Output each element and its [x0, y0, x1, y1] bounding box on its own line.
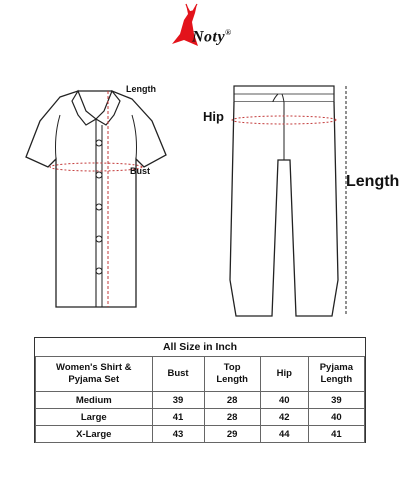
pyjama-diagram: [222, 80, 352, 330]
pyjama-length-value: 40: [308, 409, 364, 426]
brand-logo: [192, 28, 232, 46]
header-top-length: Top Length: [204, 357, 260, 392]
shirt-diagram: [20, 85, 170, 325]
registered-mark: ®: [225, 28, 232, 37]
pyjama-length-label: Length: [346, 173, 400, 190]
bust-label: Bust: [130, 166, 150, 176]
table-row: [36, 392, 365, 409]
size-name: X-Large: [36, 426, 153, 443]
header-pyjama-length: Pyjama Length: [308, 357, 364, 392]
top-length-value: 29: [204, 426, 260, 443]
bust-value: 43: [152, 426, 204, 443]
top-length-value: 28: [204, 409, 260, 426]
pyjama-length-value: 39: [308, 392, 364, 409]
bust-value: 39: [152, 392, 204, 409]
table-header-row: [36, 357, 365, 392]
header-bust: Bust: [152, 357, 204, 392]
table-row: [36, 426, 365, 443]
size-chart-table: [34, 337, 366, 443]
pyjama-length-value: 41: [308, 426, 364, 443]
top-length-value: 28: [204, 392, 260, 409]
size-name: Large: [36, 409, 153, 426]
table-row: [36, 409, 365, 426]
brand-name: Noty: [192, 28, 226, 46]
size-grid: [35, 356, 365, 443]
header-hip: Hip: [260, 357, 308, 392]
hip-label: Hip: [203, 109, 224, 124]
hip-value: 42: [260, 409, 308, 426]
hip-value: 40: [260, 392, 308, 409]
header-product: Women's Shirt & Pyjama Set: [36, 357, 153, 392]
shirt-length-label: Length: [126, 84, 156, 94]
bust-value: 41: [152, 409, 204, 426]
size-chart-title: All Size in Inch: [35, 338, 365, 357]
hip-value: 44: [260, 426, 308, 443]
size-name: Medium: [36, 392, 153, 409]
